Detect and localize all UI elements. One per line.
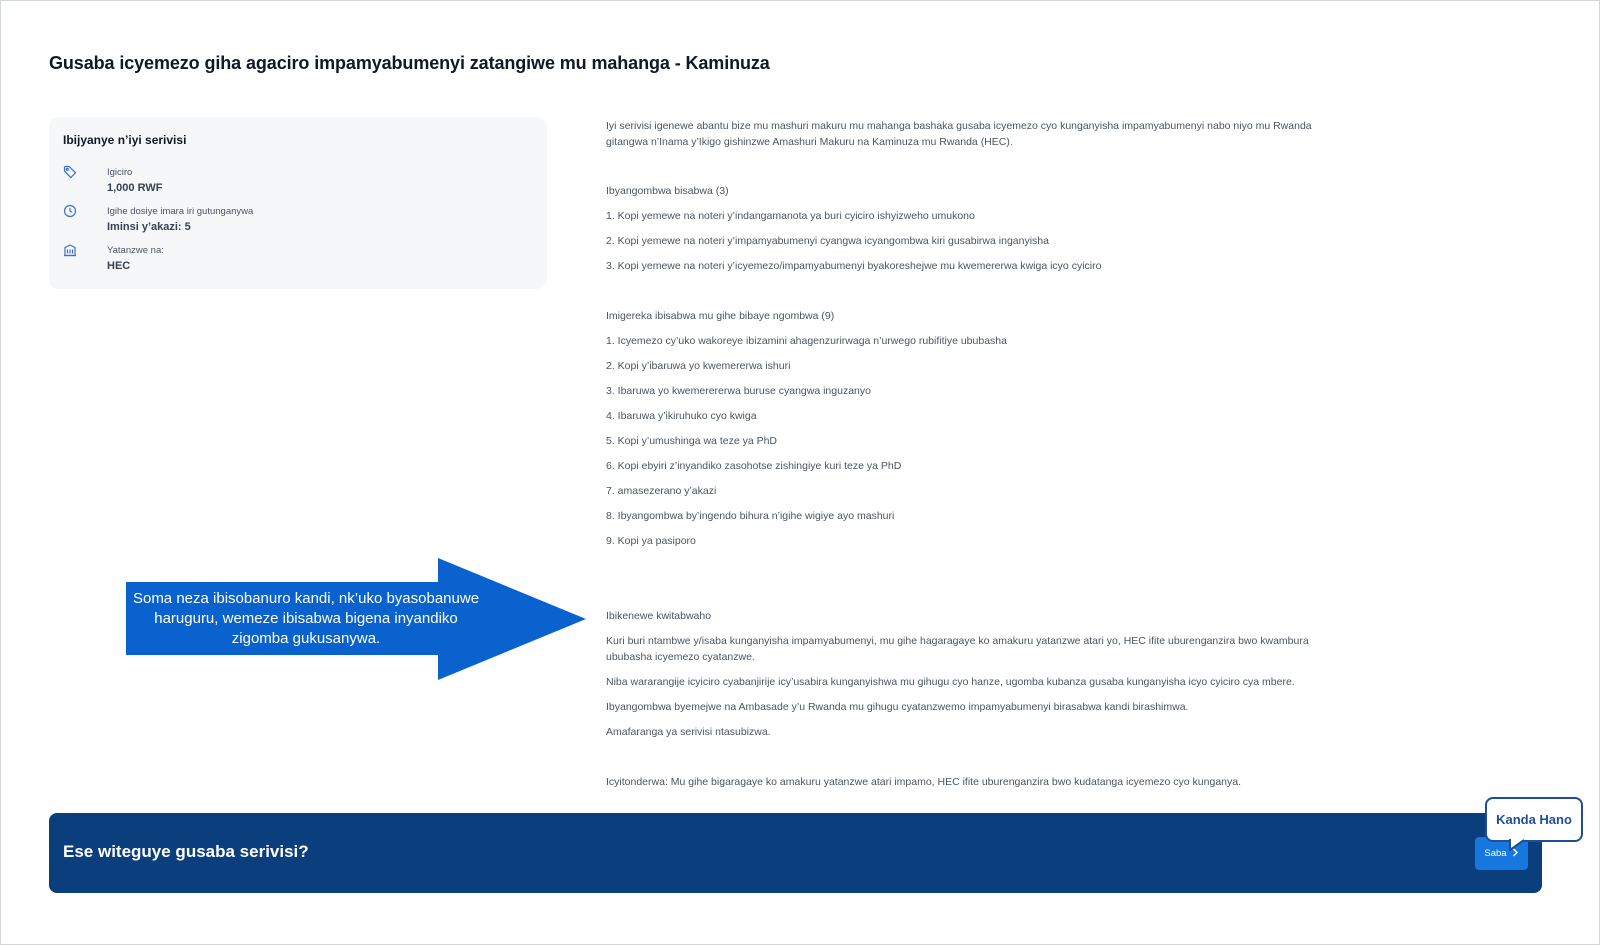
callout-tail	[1509, 839, 1525, 851]
note-item: Ibyangombwa byemejwe na Ambasade y’u Rwanda mu gihugu cyatanzwemo impamyabumenyi birasabwa kandi birashimwa.	[606, 701, 1189, 713]
processing-time-label: Igihe dosiye imara iri gutunganywa	[107, 206, 254, 217]
note-item: Niba wararangije icyiciro cyabanjirije icy’usabira kunganyishwa mu gihugu cyo hanze, ugomba kubanza gusaba kunganyisha icyo cyiciro cya mbere.	[606, 676, 1295, 688]
list-item: 2. Kopi yemewe na noteri y’impamyabumenyi cyangwa icyangombwa kiri gusabirwa inganyisha	[606, 235, 1049, 247]
apply-button-label: Saba	[1484, 848, 1507, 859]
list-item: 7. amasezerano y’akazi	[606, 485, 717, 497]
intro-line: Iyi serivisi igenewe abantu bize mu mashuri makuru mu mahanga bashaka gusaba icyemezo cyo kunganyisha impamyabumenyi nabo niyo mu Rwanda	[606, 120, 1312, 132]
list-item: 6. Kopi ebyiri z’inyandiko zasohotse zishingiye kuri teze ya PhD	[606, 460, 902, 472]
service-info-title: Ibijyanye n’iyi serivisi	[63, 133, 187, 147]
price-value: 1,000 RWF	[107, 182, 163, 194]
apply-question: Ese witeguye gusaba serivisi?	[63, 842, 309, 861]
provider-row	[63, 243, 533, 282]
list-item: 2. Kopi y’ibaruwa yo kwemererwa ishuri	[606, 360, 791, 372]
list-item: 9. Kopi ya pasiporo	[606, 535, 696, 547]
processing-time-value: Iminsi y’akazi: 5	[107, 221, 191, 233]
required-docs-heading: Ibyangombwa bisabwa (3)	[606, 185, 729, 197]
price-row	[63, 165, 533, 204]
price-tag-icon	[63, 165, 77, 179]
list-item: 1. Icyemezo cy’uko wakoreye ibizamini ahagenzurirwaga n’urwego rubifitiye ububasha	[606, 335, 1007, 347]
clock-icon	[63, 204, 77, 218]
instruction-text: Soma neza ibisobanuro kandi, nk’uko byasobanuwe haruguru, wemeze ibisabwa bigena inyandiko zigomba gukusanywa.	[132, 590, 480, 647]
apply-banner	[49, 813, 1542, 893]
service-info-card	[49, 117, 547, 289]
notes-heading: Ibikenewe kwitabwaho	[606, 610, 712, 622]
footnote: Icyitonderwa: Mu gihe bigaragaye ko amakuru yatanzwe atari impamo, HEC ifite uburenganzira bwo kudatanga icyemezo cyo kunganya.	[606, 776, 1242, 788]
provider-value: HEC	[107, 260, 131, 272]
list-item: 8. Ibyangombwa by’ingendo bihura n’igihe wigiye ayo mashuri	[606, 510, 895, 522]
note-line: ububasha icyemezo cyatanzwe.	[606, 651, 755, 663]
list-item: 1. Kopi yemewe na noteri y’indangamanota ya buri cyiciro ishyizweho umukono	[606, 210, 975, 222]
list-item: 4. Ibaruwa y’ikiruhuko cyo kwiga	[606, 410, 757, 422]
intro-line: gitangwa n’Inama y’Ikigo gishinzwe Amashuri Makuru na Kaminuza mu Rwanda (HEC).	[606, 136, 1013, 148]
provider-label: Yatanzwe na:	[107, 245, 164, 256]
price-label: Igiciro	[107, 167, 133, 178]
page-title: Gusaba icyemezo giha agaciro impamyabumenyi zatangiwe mu mahanga - Kaminuza	[49, 53, 770, 73]
processing-time-row	[63, 204, 533, 243]
list-item: 3. Kopi yemewe na noteri y’icyemezo/impamyabumenyi byakoreshejwe mu kwemererwa kwiga icyo cyiciro	[606, 260, 1102, 272]
note-item: Amafaranga ya serivisi ntasubizwa.	[606, 726, 771, 738]
building-icon	[63, 243, 77, 257]
service-description	[606, 118, 1326, 799]
click-here-callout: Kanda Hano	[1485, 797, 1583, 842]
list-item: 5. Kopi y’umushinga wa teze ya PhD	[606, 435, 778, 447]
list-item: 3. Ibaruwa yo kwemerererwa buruse cyangwa inguzanyo	[606, 385, 871, 397]
conditional-docs-heading: Imigereka ibisabwa mu gihe bibaye ngombwa (9)	[606, 310, 835, 322]
note-line: Kuri buri ntambwe y/isaba kunganyisha impamyabumenyi, mu gihe hagaragaye ko amakuru yatanzwe atari yo, HEC ifite uburenganzira bwo kwambura	[606, 635, 1309, 647]
